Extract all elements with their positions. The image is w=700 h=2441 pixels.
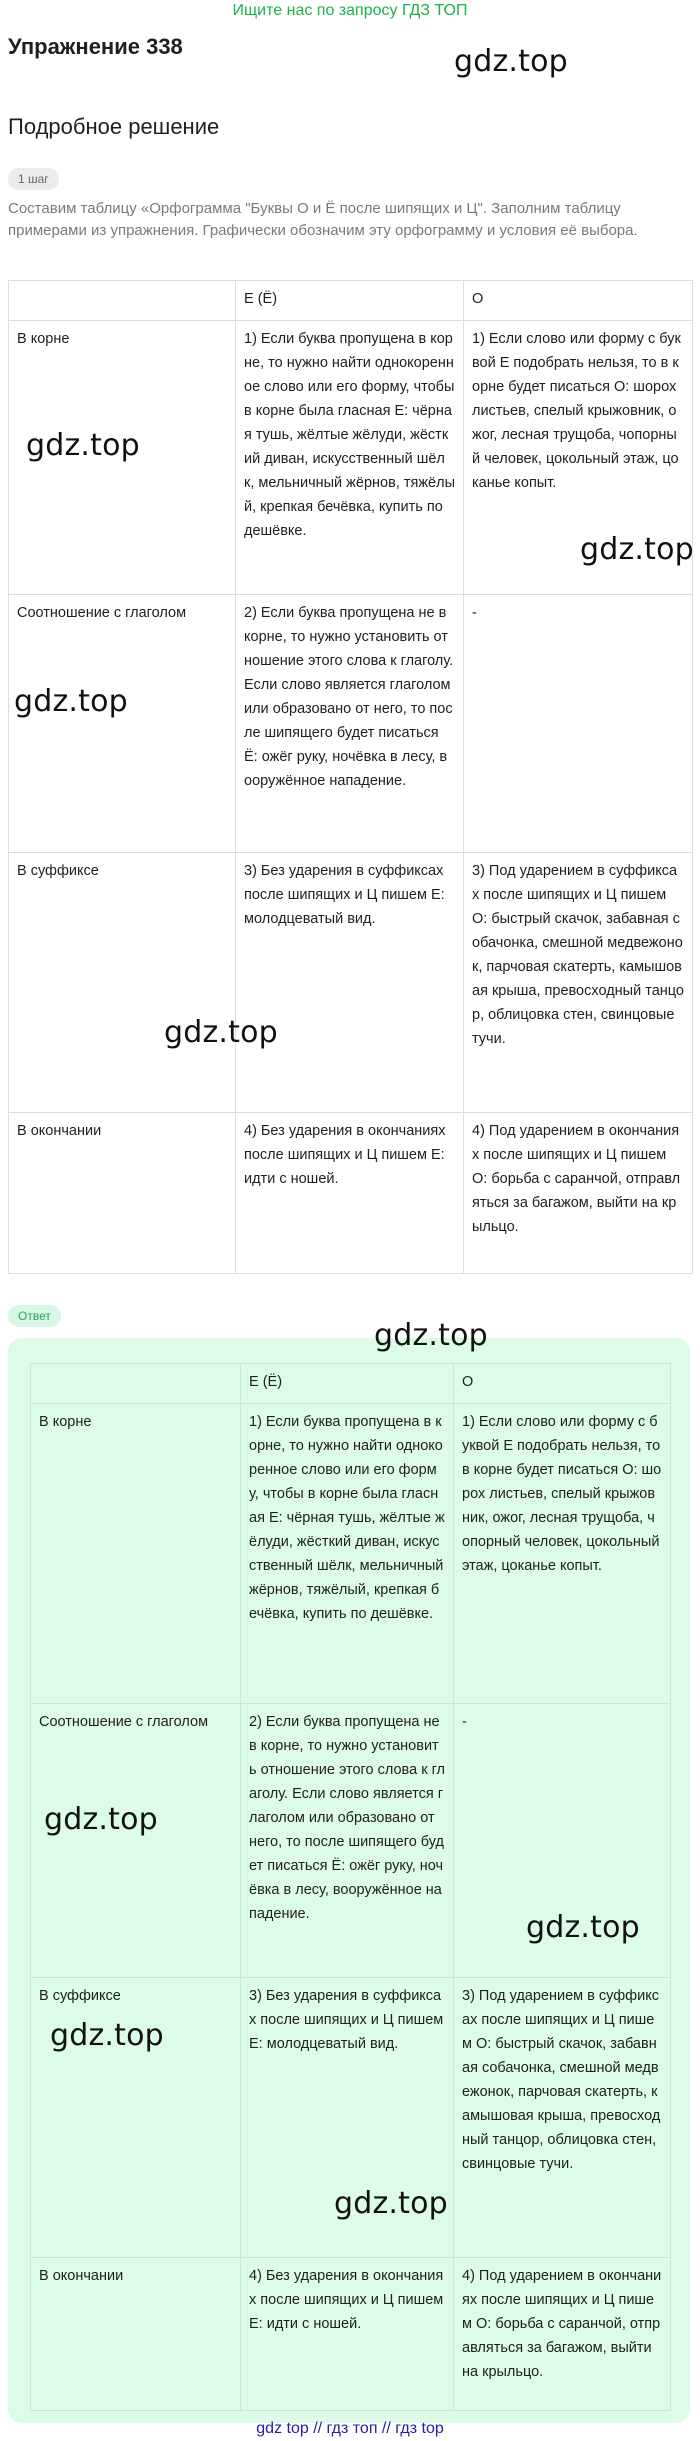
watermark: gdz.top [374, 1318, 488, 1353]
rule-e-cell: 3) Без ударения в суффиксах после шипящих и Ц пишем Е: молодцеватый вид. [241, 1978, 454, 2258]
watermark: gdz.top [44, 1802, 158, 1837]
header-cell-empty [9, 281, 236, 321]
watermark: gdz.top [164, 1015, 278, 1050]
solution-title: Подробное решение [8, 114, 220, 139]
header-cell-o: О [454, 1364, 671, 1404]
rule-e-cell: 3) Без ударения в суффиксах после шипящих и Ц пишем Е: молодцеватый вид. [236, 853, 464, 1113]
row-label: В окончании [9, 1113, 236, 1274]
row-label: В суффиксе [9, 853, 236, 1113]
rule-o-cell: - [464, 595, 693, 853]
row-label: В окончании [31, 2258, 241, 2411]
rule-e-cell: 4) Без ударения в окончаниях после шипящих и Ц пишем Е: идти с ношей. [236, 1113, 464, 1274]
watermark: gdz.top [50, 2018, 164, 2053]
watermark: gdz.top [580, 532, 694, 567]
table-row [31, 2258, 671, 2411]
header-cell-e: Е (Ё) [236, 281, 464, 321]
rule-e-cell: 2) Если буква пропущена не в корне, то нужно установить отношение этого слова к глаголу. Если слово является глаголом или образовано от него, то после шипящего будет писаться Ё: ожёг руку, ночёвка в лесу, вооружённое нападение. [236, 595, 464, 853]
watermark: gdz.top [26, 428, 140, 463]
table-header-row [9, 281, 693, 321]
rule-e-cell: 2) Если буква пропущена не в корне, то нужно установить отношение этого слова к глаголу. Если слово является глаголом или образовано от него, то после шипящего будет писаться Ё: ожёг руку, ночёвка в лесу, вооружённое нападение. [241, 1704, 454, 1978]
table-header-row [31, 1364, 671, 1404]
answer-table [30, 1363, 671, 2411]
watermark: gdz.top [526, 1910, 640, 1945]
header-cell-empty [31, 1364, 241, 1404]
row-label: Соотношение с глаголом [31, 1704, 241, 1978]
rule-o-cell: 4) Под ударением в окончаниях после шипящих и Ц пишем О: борьба с саранчой, отправляться за багажом, выйти на крыльцо. [464, 1113, 693, 1274]
answer-badge: Ответ [8, 1305, 61, 1327]
table-row [9, 595, 693, 853]
search-banner[interactable]: Ищите нас по запросу ГДЗ ТОП [232, 2, 468, 19]
watermark: gdz.top [334, 2186, 448, 2221]
step-badge: 1 шаг [8, 168, 59, 190]
watermark: gdz.top [14, 684, 128, 719]
rule-o-cell: - [454, 1704, 671, 1978]
rule-o-cell: 3) Под ударением в суффиксах после шипящих и Ц пишем О: быстрый скачок, забавная собачонка, смешной медвежонок, парчовая скатерть, камышовая крыша, превосходный танцор, облицовка стен, свинцовые тучи. [454, 1978, 671, 2258]
row-label: В суффиксе [31, 1978, 241, 2258]
table-row [9, 853, 693, 1113]
watermark: gdz.top [454, 44, 568, 79]
rule-o-cell: 4) Под ударением в окончаниях после шипящих и Ц пишем О: борьба с саранчой, отправляться за багажом, выйти на крыльцо. [454, 2258, 671, 2411]
rule-e-cell: 1) Если буква пропущена в корне, то нужно найти однокоренное слово или его форму, чтобы в корне была гласная Е: чёрная тушь, жёлтые жёлуди, жёсткий диван, искусственный шёлк, мельничный жёрнов, тяжёлый, крепкая бечёвка, купить по дешёвке. [236, 321, 464, 595]
table-row [9, 1113, 693, 1274]
header-cell-o: О [464, 281, 693, 321]
rule-e-cell: 4) Без ударения в окончаниях после шипящих и Ц пишем Е: идти с ношей. [241, 2258, 454, 2411]
rule-o-cell: 3) Под ударением в суффиксах после шипящих и Ц пишем О: быстрый скачок, забавная собачонка, смешной медвежонок, парчовая скатерть, камышовая крыша, превосходный танцор, облицовка стен, свинцовые тучи. [464, 853, 693, 1113]
row-label: В корне [9, 321, 236, 595]
table-row [31, 1404, 671, 1704]
header-cell-e: Е (Ё) [241, 1364, 454, 1404]
row-label: Соотношение с глаголом [9, 595, 236, 853]
exercise-title: Упражнение 338 [8, 34, 183, 59]
rule-o-cell: 1) Если слово или форму с буквой Е подобрать нельзя, то в корне будет писаться О: шорох листьев, спелый крыжовник, ожог, лесная трущоба, чопорный человек, цокольный этаж, цоканье копыт. [454, 1404, 671, 1704]
rule-o-cell: 1) Если слово или форму с буквой Е подобрать нельзя, то в корне будет писаться О: шорох листьев, спелый крыжовник, ожог, лесная трущоба, чопорный человек, цокольный этаж, цоканье копыт. [464, 321, 693, 595]
rule-e-cell: 1) Если буква пропущена в корне, то нужно найти однокоренное слово или его форму, чтобы в корне была гласная Е: чёрная тушь, жёлтые жёлуди, жёсткий диван, искусственный шёлк, мельничный жёрнов, тяжёлый, крепкая бечёвка, купить по дешёвке. [241, 1404, 454, 1704]
row-label: В корне [31, 1404, 241, 1704]
footer-links[interactable]: gdz top // гдз топ // гдз top [256, 2420, 444, 2437]
intro-text: Составим таблицу «Орфограмма "Буквы О и Ё после шипящих и Ц". Заполним таблицу примерами из упражнения. Графически обозначим эту орфограмму и условия её выбора. [8, 200, 638, 239]
